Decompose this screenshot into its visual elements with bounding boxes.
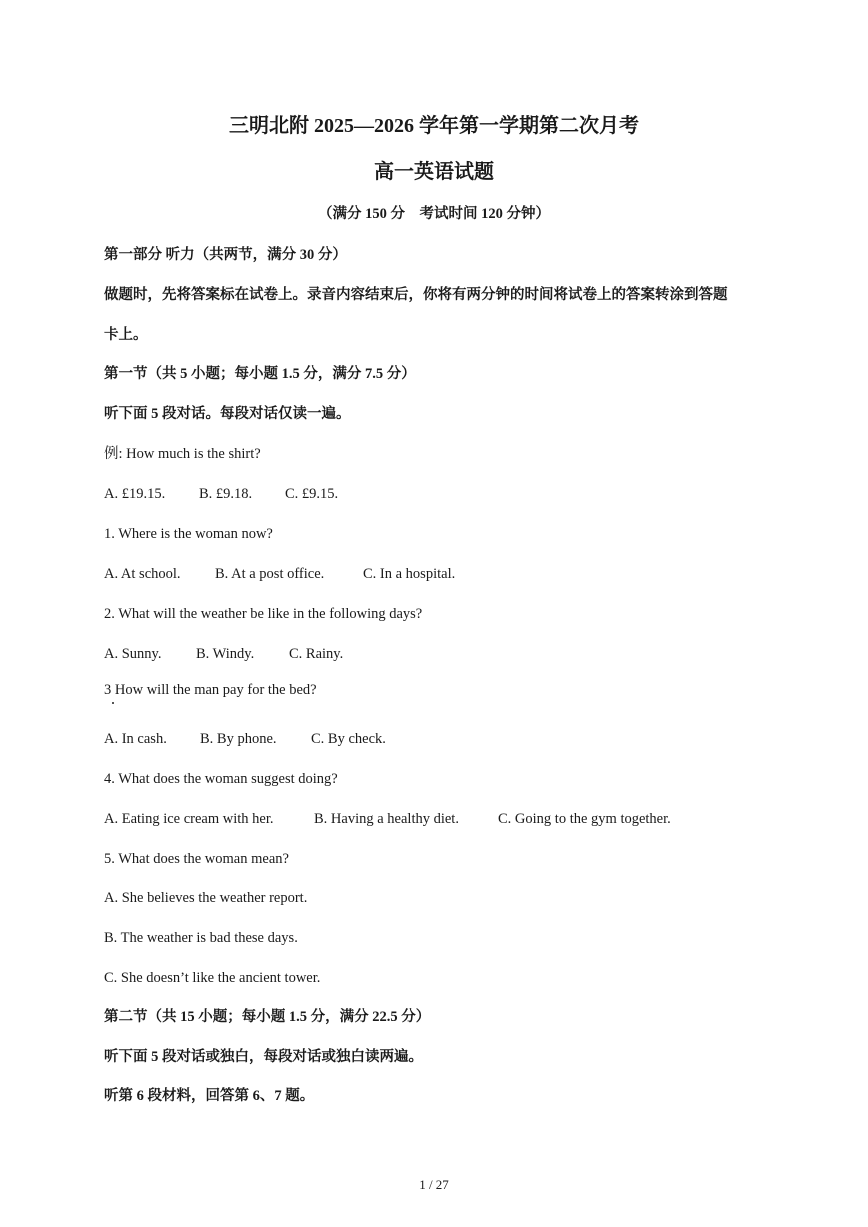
stray-dot	[112, 702, 114, 704]
section2-instruction: 听下面 5 段对话或独白，每段对话或独白读两遍。	[104, 1049, 423, 1065]
question-5: 5. What does the woman mean?	[104, 851, 289, 867]
option-a: A. In cash.	[104, 731, 167, 747]
option-b: B. At a post office.	[215, 566, 325, 582]
part1-instruction-line2: 卡上。	[104, 327, 148, 343]
option-a: A. £19.15.	[104, 486, 166, 502]
question-5-option-c: C. She doesn’t like the ancient tower.	[104, 970, 321, 986]
option-c: C. £9.15.	[285, 486, 339, 502]
question-5-option-b: B. The weather is bad these days.	[104, 930, 298, 946]
option-c: C. Going to the gym together.	[498, 811, 671, 827]
option-c: C. In a hospital.	[363, 566, 456, 582]
part1-instruction-line1: 做题时，先将答案标在试卷上。录音内容结束后，你将有两分钟的时间将试卷上的答案转涂到答题	[104, 287, 728, 303]
section2-heading: 第二节（共 15 小题；每小题 1.5 分，满分 22.5 分）	[104, 1009, 431, 1025]
part1-heading: 第一部分 听力（共两节，满分 30 分）	[104, 247, 347, 263]
exam-title: 三明北附 2025—2026 学年第一学期第二次月考	[229, 115, 639, 137]
section1-heading: 第一节（共 5 小题；每小题 1.5 分，满分 7.5 分）	[104, 366, 416, 382]
page-number: 1 / 27	[419, 1177, 449, 1192]
question-1-options	[104, 564, 455, 584]
question-2-options	[104, 644, 343, 664]
question-2: 2. What will the weather be like in the following days?	[104, 606, 423, 622]
question-1: 1. Where is the woman now?	[104, 526, 273, 542]
option-b: B. By phone.	[200, 731, 277, 747]
question-3-options	[104, 729, 386, 749]
score-info: （满分 150 分 考试时间 120 分钟）	[318, 206, 550, 222]
option-c: C. Rainy.	[289, 646, 344, 662]
question-4-options	[104, 809, 671, 829]
section2-sub-instruction: 听第 6 段材料，回答第 6、7 题。	[104, 1088, 315, 1104]
option-b: B. £9.18.	[199, 486, 253, 502]
option-a: A. Eating ice cream with her.	[104, 811, 274, 827]
option-b: B. Windy.	[196, 646, 255, 662]
option-a: A. At school.	[104, 566, 181, 582]
exam-subtitle: 高一英语试题	[374, 161, 494, 183]
section1-instruction: 听下面 5 段对话。每段对话仅读一遍。	[104, 406, 351, 422]
question-4: 4. What does the woman suggest doing?	[104, 771, 338, 787]
example-options	[104, 484, 338, 504]
option-b: B. Having a healthy diet.	[314, 811, 459, 827]
question-3: 3 How will the man pay for the bed?	[104, 682, 317, 698]
option-a: A. Sunny.	[104, 646, 162, 662]
example-question: 例: How much is the shirt?	[104, 446, 261, 462]
question-5-option-a: A. She believes the weather report.	[104, 890, 308, 906]
option-c: C. By check.	[311, 731, 386, 747]
